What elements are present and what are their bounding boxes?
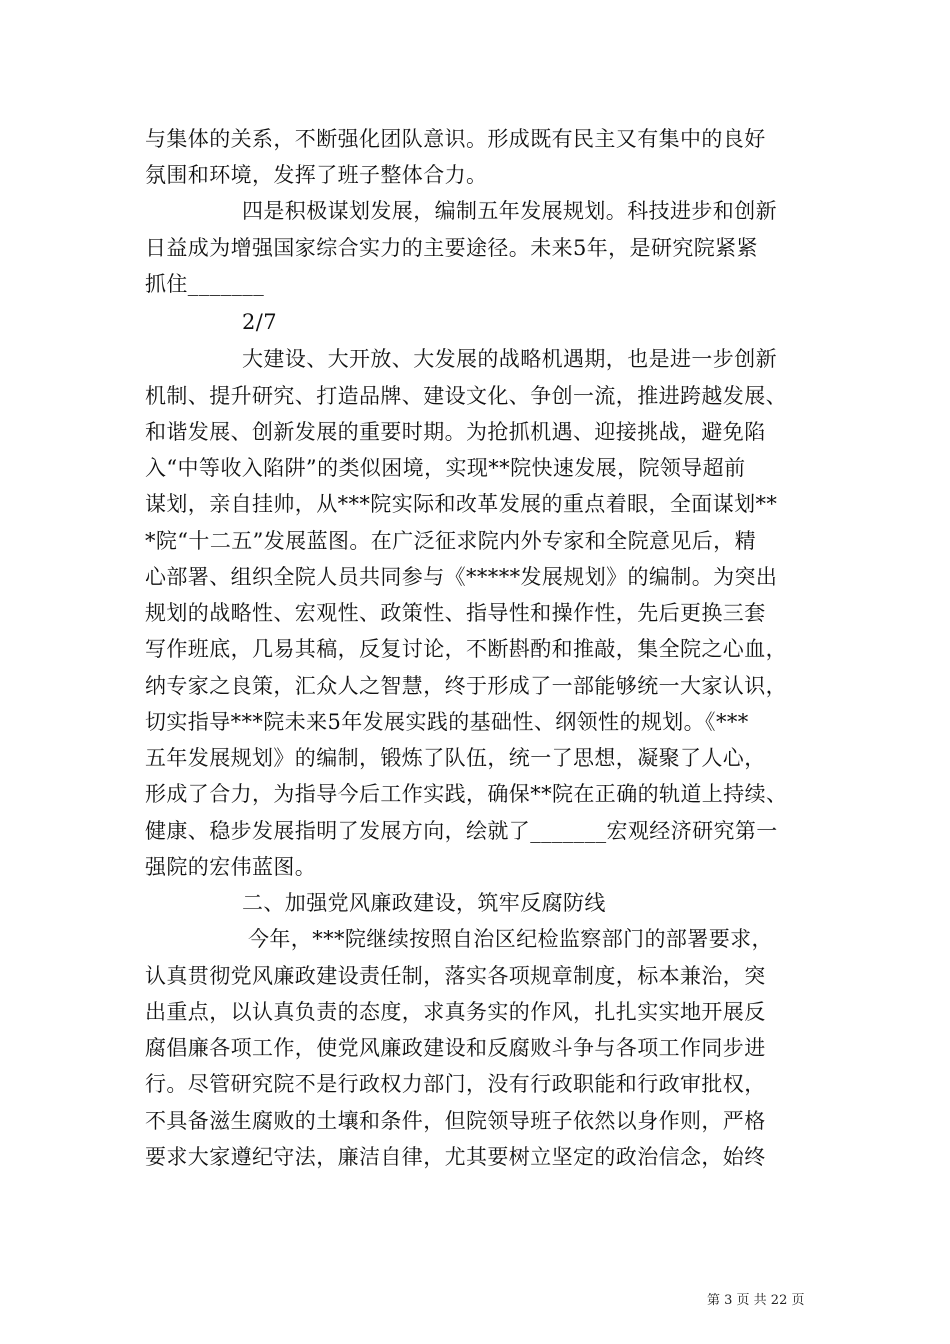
section-heading: 二、加强党风廉政建设，筑牢反腐防线 (242, 891, 606, 915)
text-line: 切实指导***院未来5年发展实践的基础性、纲领性的规划。《*** (145, 710, 749, 734)
text-line: 心部署、组织全院人员共同参与《*****发展规划》的编制。为突出 (145, 565, 778, 589)
text-line: 强院的宏伟蓝图。 (145, 855, 317, 879)
text-line: 入“中等收入陷阱”的类似困境，实现**院快速发展，院领导超前 (145, 456, 746, 480)
text-line: 不具备滋生腐败的土壤和条件，但院领导班子依然以身作则，严格 (145, 1109, 766, 1133)
text-line: 五年发展规划》的编制，锻炼了队伍，统一了思想，凝聚了人心， (145, 746, 766, 770)
text-line: 氛围和环境，发挥了班子整体合力。 (145, 163, 488, 187)
text-line: 规划的战略性、宏观性、政策性、指导性和操作性，先后更换三套 (145, 601, 766, 625)
text-line: 与集体的关系，不断强化团队意识。形成既有民主又有集中的良好 (145, 127, 766, 151)
text-line: 认真贯彻党风廉政建设责任制，落实各项规章制度，标本兼治，突 (145, 964, 766, 988)
text-line: 健康、稳步发展指明了发展方向，绘就了_______宏观经济研究第一 (145, 819, 778, 843)
text-line: 机制、提升研究、打造品牌、建设文化、争创一流，推进跨越发展、 (145, 384, 787, 408)
text-line: 要求大家遵纪守法，廉洁自律，尤其要树立坚定的政治信念，始终 (145, 1145, 766, 1169)
text-line: 纳专家之良策，汇众人之智慧，终于形成了一部能够统一大家认识， (145, 674, 787, 698)
text-line: *院“十二五”发展蓝图。在广泛征求院内外专家和全院意见后，精 (145, 529, 756, 553)
text-line: 腐倡廉各项工作，使党风廉政建设和反腐败斗争与各项工作同步进 (145, 1036, 766, 1060)
paragraph-start: 四是积极谋划发展，编制五年发展规划。科技进步和创新 (242, 199, 777, 223)
page-fraction: 2/7 (242, 310, 277, 334)
text-line: 行。尽管研究院不是行政权力部门，没有行政职能和行政审批权， (145, 1072, 766, 1096)
text-line: 抓住_______ (145, 272, 265, 296)
page-number-footer: 第 3 页 共 22 页 (707, 1293, 805, 1308)
text-line: 谋划，亲自挂帅，从***院实际和改革发展的重点着眼，全面谋划** (145, 492, 778, 516)
text-line: 日益成为增强国家综合实力的主要途径。未来5年，是研究院紧紧 (145, 236, 758, 260)
text-line: 形成了合力，为指导今后工作实践，确保**院在正确的轨道上持续、 (145, 782, 788, 806)
paragraph-start: 大建设、大开放、大发展的战略机遇期，也是进一步创新 (242, 347, 777, 371)
text-line: 写作班底，几易其稿，反复讨论，不断斟酌和推敲，集全院之心血， (145, 637, 787, 661)
text-line: 和谐发展、创新发展的重要时期。为抢抓机遇、迎接挑战，避免陷 (145, 420, 766, 444)
text-line: 出重点，以认真负责的态度，求真务实的作风，扎扎实实地开展反 (145, 1000, 766, 1024)
paragraph-start: 今年，***院继续按照自治区纪检监察部门的部署要求， (248, 927, 773, 951)
